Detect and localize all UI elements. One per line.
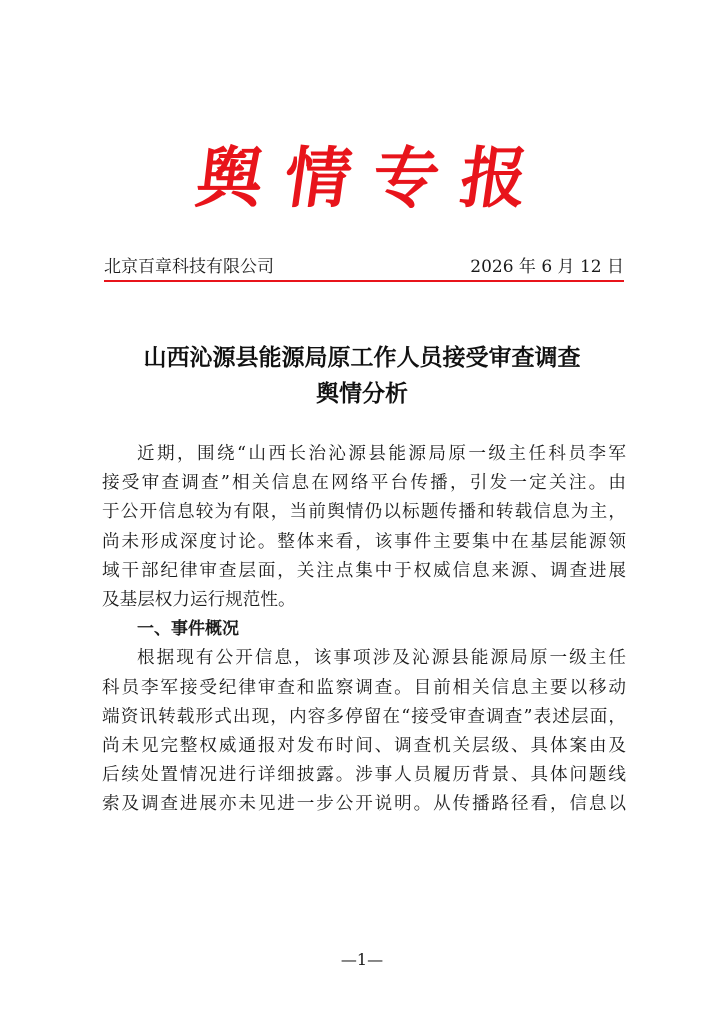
- paragraph-line: 端资讯转载形式出现，内容多停留在“接受审查调查”表述层面，: [102, 706, 626, 727]
- paragraph-line: 及基层权力运行规范性。: [102, 590, 296, 611]
- paragraph-line: 尚未见完整权威通报对发布时间、调查机关层级、具体案由及: [102, 736, 626, 757]
- paragraph-line: 后续处置情况进行详细披露。涉事人员履历背景、具体问题线: [102, 765, 626, 786]
- paragraph-line: 于公开信息较为有限，当前舆情仍以标题传播和转载信息为主，: [102, 502, 626, 523]
- title-line-2: 舆情分析: [316, 380, 408, 407]
- section-heading: 一、事件概况: [137, 619, 239, 640]
- issue-date: 2026 年 6 月 12 日: [470, 257, 624, 277]
- paragraph-line: 域干部纪律审查层面，关注点集中于权威信息来源、调查进展: [102, 560, 626, 581]
- document-header: [104, 254, 624, 280]
- paragraph-line: 根据现有公开信息，该事项涉及沁源县能源局原一级主任: [137, 648, 626, 669]
- paragraph-line: 近期，围绕“山西长治沁源县能源局原一级主任科员李军: [137, 444, 626, 464]
- paragraph-line: 索及调查进展亦未见进一步公开说明。从传播路径看，信息以: [102, 794, 626, 815]
- masthead-title: 舆情专报: [191, 139, 555, 217]
- red-divider-line: [104, 280, 624, 282]
- paragraph-line: 尚未形成深度讨论。整体来看，该事件主要集中在基层能源领: [102, 531, 626, 552]
- section-paragraph: [102, 644, 626, 819]
- page-number: —1—: [340, 950, 384, 969]
- paragraph-line: 接受审查调查”相关信息在网络平台传播，引发一定关注。由: [102, 473, 626, 494]
- issuer-name: 北京百章科技有限公司: [104, 257, 274, 277]
- document-body: [102, 440, 626, 820]
- intro-paragraph: [102, 440, 626, 615]
- title-line-1: 山西沁源县能源局原工作人员接受审查调查: [143, 344, 581, 371]
- paragraph-line: 科员李军接受纪律审查和监察调查。目前相关信息主要以移动: [102, 677, 626, 698]
- document-title: [60, 340, 664, 412]
